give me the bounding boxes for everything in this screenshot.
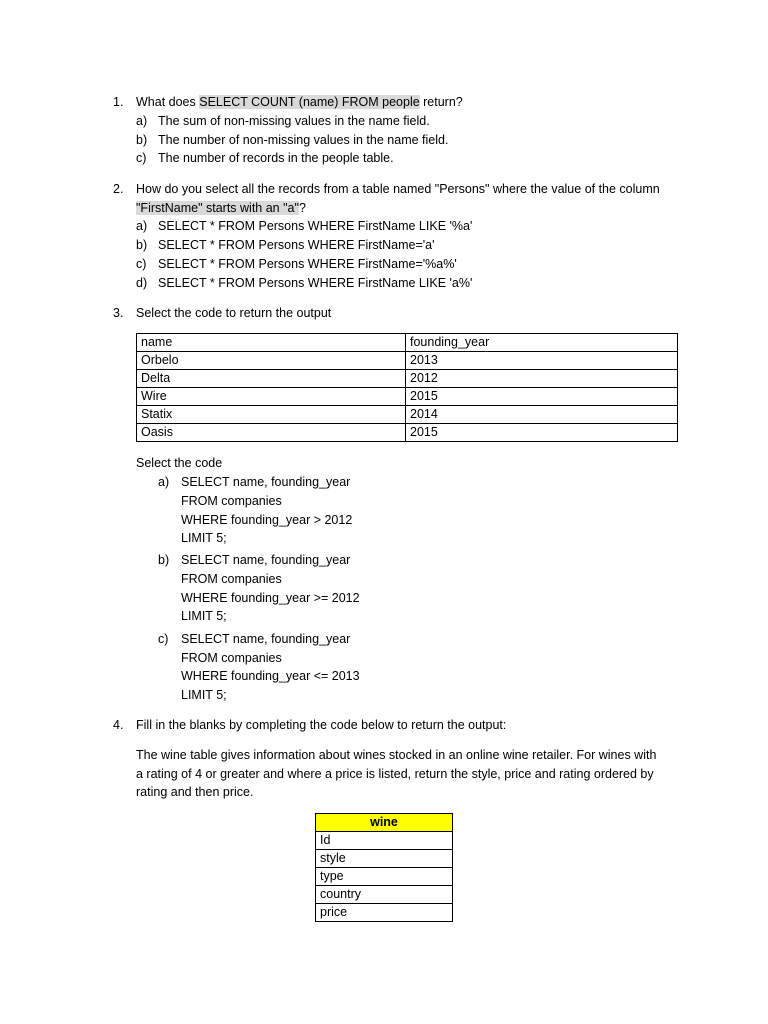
q3-code-line: SELECT name, founding_year (181, 475, 351, 489)
table-cell: Oasis (137, 424, 406, 442)
q1-option-text: The number of non-missing values in the name field. (158, 133, 449, 147)
q3-option-letter: c) (158, 632, 169, 646)
table-row (316, 850, 453, 868)
q1-highlight: SELECT COUNT (name) FROM people (199, 95, 420, 109)
q4-paragraph-line: a rating of 4 or greater and where a price is listed, return the style, price and rating ordered by (136, 767, 654, 781)
q3-code-line: FROM companies (181, 494, 282, 508)
table-row (316, 832, 453, 850)
table-cell: Orbelo (137, 352, 406, 370)
q2-option-text: SELECT * FROM Persons WHERE FirstName LIKE 'a%' (158, 276, 473, 290)
q3-code-line: WHERE founding_year <= 2013 (181, 669, 360, 683)
table-row (316, 904, 453, 922)
table-cell: Statix (137, 406, 406, 424)
q2-option-text: SELECT * FROM Persons WHERE FirstName='%a%' (158, 257, 457, 271)
q3-code-line: WHERE founding_year >= 2012 (181, 591, 360, 605)
q3-code-line: SELECT name, founding_year (181, 553, 351, 567)
q1-option-letter: a) (136, 114, 148, 128)
table-cell: Id (316, 832, 453, 850)
q2-option-letter: d) (136, 276, 148, 290)
q2-option-letter: c) (136, 257, 147, 271)
q3-code-line: LIMIT 5; (181, 609, 227, 623)
wine-table-title: wine (316, 814, 453, 832)
q2-text-after: ? (298, 201, 306, 215)
q2-option-letter: b) (136, 238, 148, 252)
table-cell: price (316, 904, 453, 922)
q1-option-text: The sum of non-missing values in the name field. (158, 114, 430, 128)
q3-number: 3. (113, 306, 124, 320)
q2-question-line1: How do you select all the records from a table named "Persons" where the value of the column (136, 182, 660, 196)
q2-option-letter: a) (136, 219, 148, 233)
q2-option-text: SELECT * FROM Persons WHERE FirstName LIKE '%a' (158, 219, 473, 233)
q2-number: 2. (113, 182, 124, 196)
q3-code-line: FROM companies (181, 572, 282, 586)
table-cell: type (316, 868, 453, 886)
q3-question: Select the code to return the output (136, 306, 332, 320)
table-row (137, 424, 678, 442)
table-row (137, 388, 678, 406)
q1-option-letter: c) (136, 151, 147, 165)
table-cell: 2015 (406, 424, 678, 442)
q3-option-letter: a) (158, 475, 170, 489)
table-cell: 2014 (406, 406, 678, 424)
table-cell: 2013 (406, 352, 678, 370)
q2-question-line2 (136, 200, 306, 216)
q4-paragraph-line: The wine table gives information about wines stocked in an online wine retailer. For wines with (136, 748, 657, 762)
q3-code-line: SELECT name, founding_year (181, 632, 351, 646)
q3-code-line: LIMIT 5; (181, 688, 227, 702)
q3-code-line: FROM companies (181, 651, 282, 665)
q1-text-before: What does (136, 95, 200, 109)
q3-code-line: LIMIT 5; (181, 531, 227, 545)
q1-question (136, 94, 463, 110)
wine-table-header (316, 814, 453, 832)
q3-code-line: WHERE founding_year > 2012 (181, 513, 353, 527)
q1-option-letter: b) (136, 133, 148, 147)
output-table (136, 333, 678, 442)
q3-option-letter: b) (158, 553, 170, 567)
q1-number: 1. (113, 95, 124, 109)
q2-highlight: "FirstName" starts with an "a" (136, 201, 299, 215)
q1-option-text: The number of records in the people table. (158, 151, 394, 165)
q2-option-text: SELECT * FROM Persons WHERE FirstName='a' (158, 238, 435, 252)
table-row (137, 352, 678, 370)
table-cell: 2012 (406, 370, 678, 388)
wine-table (315, 813, 453, 922)
table-row (137, 370, 678, 388)
table-cell: country (316, 886, 453, 904)
column-header: name (137, 334, 406, 352)
table-row (137, 406, 678, 424)
table-cell: 2015 (406, 388, 678, 406)
table-cell: Delta (137, 370, 406, 388)
table-row (316, 886, 453, 904)
column-header: founding_year (406, 334, 678, 352)
table-row (316, 868, 453, 886)
q1-text-after: return? (419, 95, 463, 109)
q4-number: 4. (113, 718, 124, 732)
table-header-row (137, 334, 678, 352)
q3-select-label: Select the code (136, 456, 223, 470)
table-cell: Wire (137, 388, 406, 406)
q4-paragraph-line: rating and then price. (136, 785, 254, 799)
table-cell: style (316, 850, 453, 868)
q4-question: Fill in the blanks by completing the code below to return the output: (136, 718, 507, 732)
